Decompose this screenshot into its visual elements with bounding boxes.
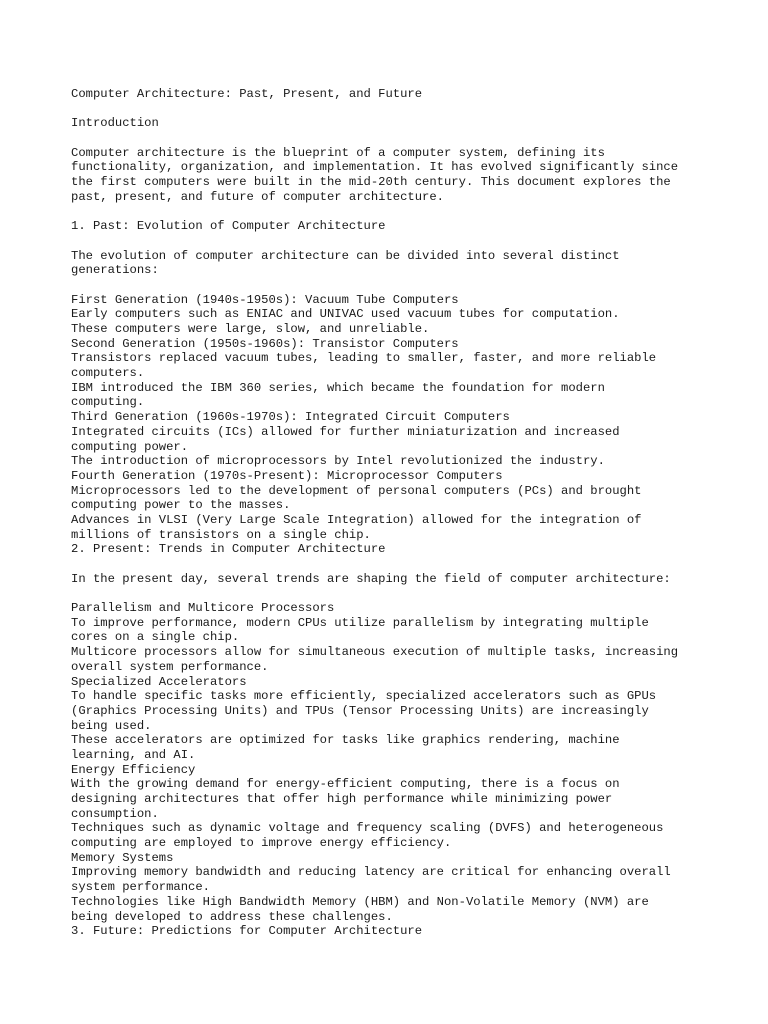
text-line: learning, and AI. <box>71 747 196 762</box>
intro-paragraph <box>71 146 761 205</box>
text-line: being developed to address these challenges. <box>71 909 393 924</box>
blank-line <box>71 586 761 601</box>
section-present-intro <box>71 572 761 587</box>
blank-line <box>71 557 761 572</box>
text-line: consumption. <box>71 806 159 821</box>
text-line: These accelerators are optimized for tasks like graphics rendering, machine <box>71 733 620 748</box>
section-heading-past: 1. Past: Evolution of Computer Architecture <box>71 219 386 234</box>
text-line: Fourth Generation (1970s-Present): Microprocessor Computers <box>71 468 503 483</box>
text-line: designing architectures that offer high performance while minimizing power <box>71 792 613 806</box>
text-line: Memory Systems <box>71 850 174 865</box>
text-line: Parallelism and Multicore Processors <box>71 601 335 616</box>
blank-line <box>71 131 761 146</box>
text-line: The introduction of microprocessors by Intel revolutionized the industry. <box>71 454 605 469</box>
section-past-body <box>71 293 761 543</box>
document-title: Computer Architecture: Past, Present, and Future <box>71 87 423 101</box>
text-line: computing power to the masses. <box>71 498 291 513</box>
text-line: computing are employed to improve energy efficiency. <box>71 836 452 851</box>
text-line: Advances in VLSI (Very Large Scale Integration) allowed for the integration of <box>71 512 642 527</box>
text-line: the first computers were built in the mid-20th century. This document explores the <box>71 175 671 190</box>
text-line: Energy Efficiency <box>71 762 196 777</box>
text-line: being used. <box>71 718 152 733</box>
blank-line <box>71 234 761 249</box>
text-line: generations: <box>71 263 159 278</box>
text-line: To improve performance, modern CPUs utilize parallelism by integrating multiple <box>71 615 649 630</box>
section-heading-present: 2. Present: Trends in Computer Architecture <box>71 542 386 557</box>
text-line: Specialized Accelerators <box>71 674 247 689</box>
text-line: cores on a single chip. <box>71 630 240 645</box>
text-line: computers. <box>71 366 145 381</box>
text-line: These computers were large, slow, and unreliable. <box>71 322 430 336</box>
text-line: Improving memory bandwidth and reducing latency are critical for enhancing overall <box>71 865 671 880</box>
text-line: millions of transistors on a single chip. <box>71 527 371 542</box>
text-line: Second Generation (1950s-1960s): Transistor Computers <box>71 336 459 351</box>
text-line: Third Generation (1960s-1970s): Integrated Circuit Computers <box>71 410 510 425</box>
text-line: IBM introduced the IBM 360 series, which became the foundation for modern <box>71 380 605 395</box>
text-line: Technologies like High Bandwidth Memory (HBM) and Non-Volatile Memory (NVM) are <box>71 894 649 909</box>
text-line: Microprocessors led to the development of personal computers (PCs) and brought <box>71 483 642 498</box>
intro-heading: Introduction <box>71 116 159 131</box>
section-past-intro <box>71 249 761 278</box>
text-line: system performance. <box>71 880 210 895</box>
text-line: Techniques such as dynamic voltage and frequency scaling (DVFS) and heterogeneous <box>71 821 664 836</box>
text-line: Computer architecture is the blueprint of a computer system, defining its <box>71 145 605 160</box>
text-line: To handle specific tasks more efficiently, specialized accelerators such as GPUs <box>71 689 657 704</box>
text-line: With the growing demand for energy-efficient computing, there is a focus on <box>71 777 620 792</box>
text-line: First Generation (1940s-1950s): Vacuum Tube Computers <box>71 292 459 307</box>
section-present-body <box>71 601 761 924</box>
text-line: In the present day, several trends are shaping the field of computer architecture: <box>71 571 671 586</box>
text-line: computing. <box>71 395 145 410</box>
text-line: The evolution of computer architecture can be divided into several distinct <box>71 248 620 263</box>
text-line: overall system performance. <box>71 659 269 674</box>
blank-line <box>71 205 761 220</box>
text-line: functionality, organization, and implementation. It has evolved significantly since <box>71 160 679 175</box>
text-line: computing power. <box>71 439 189 454</box>
document-page <box>71 87 761 939</box>
text-line: past, present, and future of computer architecture. <box>71 189 444 204</box>
blank-line <box>71 102 761 117</box>
text-line: Transistors replaced vacuum tubes, leading to smaller, faster, and more reliable <box>71 351 657 366</box>
text-line: (Graphics Processing Units) and TPUs (Tensor Processing Units) are increasingly <box>71 703 649 718</box>
text-line: Integrated circuits (ICs) allowed for further miniaturization and increased <box>71 424 620 439</box>
section-heading-future: 3. Future: Predictions for Computer Architecture <box>71 924 423 939</box>
blank-line <box>71 278 761 293</box>
text-line: Early computers such as ENIAC and UNIVAC used vacuum tubes for computation. <box>71 307 620 322</box>
text-line: Multicore processors allow for simultaneous execution of multiple tasks, increasing <box>71 645 679 660</box>
